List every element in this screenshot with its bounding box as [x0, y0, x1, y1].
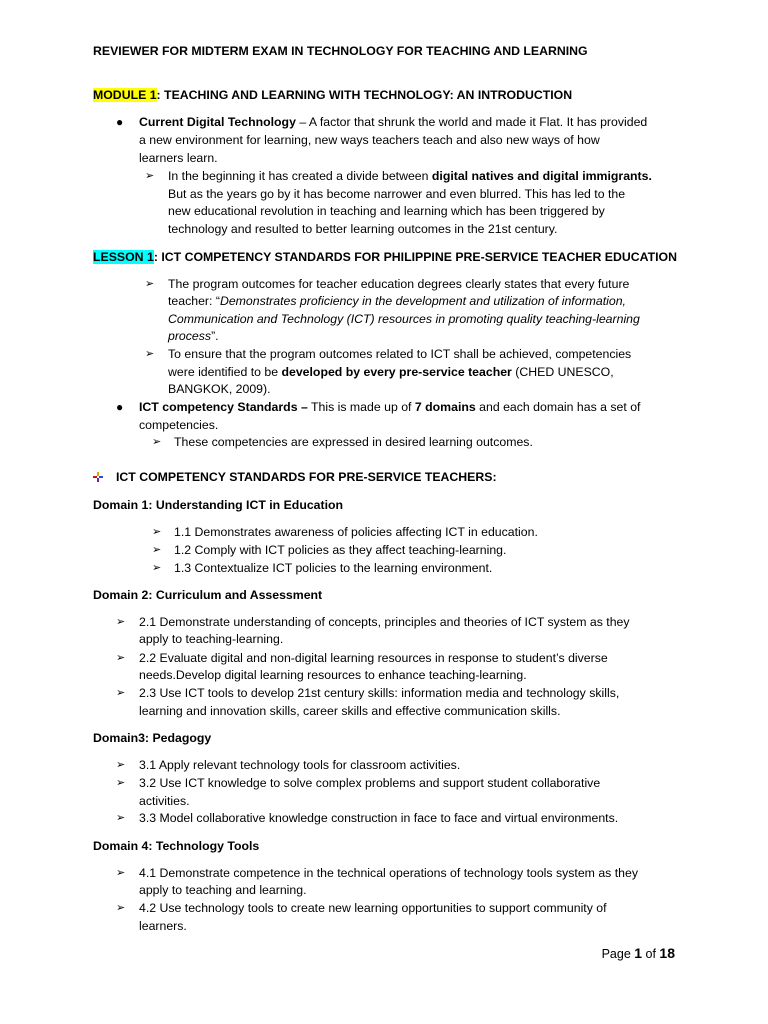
- program-quote-end: process: [168, 329, 212, 343]
- lesson-heading: [93, 249, 677, 267]
- arrow-bullet-icon: ➢: [145, 348, 155, 360]
- module-heading: [93, 87, 572, 105]
- lesson-label: LESSON 1: [93, 250, 154, 264]
- arrow-bullet-icon: ➢: [152, 562, 162, 574]
- domain3-title: Domain3: Pedagogy: [93, 731, 212, 745]
- arrow-bullet-icon: ➢: [152, 544, 162, 556]
- arrow-bullet-icon: ➢: [116, 616, 126, 628]
- domain1-item: 1.1 Demonstrates awareness of policies affecting ICT in education.: [174, 525, 538, 539]
- ensure-line1: To ensure that the program outcomes related to ICT shall be achieved, competencies: [168, 347, 632, 361]
- arrow-bullet-icon: ➢: [116, 867, 126, 879]
- divide-line4: technology and resulted to better learning outcomes in the 21st century.: [168, 222, 558, 236]
- domain1-title: Domain 1: Understanding ICT in Education: [93, 498, 344, 512]
- page-footer: [602, 945, 675, 964]
- ensure-bold: developed by every pre-service teacher: [281, 365, 512, 379]
- divide-line1: [168, 168, 652, 186]
- domain2-item1-line2: apply to teaching-learning.: [139, 632, 284, 646]
- domain2-item3-line2: learning and innovation skills, career skills and effective communication skills.: [139, 704, 561, 718]
- domain3-item3: 3.3 Model collaborative knowledge construction in face to face and virtual environments.: [139, 811, 619, 825]
- program-quote-text: Demonstrates proficiency in the development and utilization of information,: [219, 294, 626, 308]
- current-digital-text: – A factor that shrunk the world and made it Flat. It has provided: [295, 115, 648, 129]
- document-title: REVIEWER FOR MIDTERM EXAM IN TECHNOLOGY FOR TEACHING AND LEARNING: [93, 44, 588, 58]
- domain4-item2-line2: learners.: [139, 919, 187, 933]
- arrow-bullet-icon: ➢: [152, 436, 162, 448]
- arrow-bullet-icon: ➢: [116, 652, 126, 664]
- domain3-item2-line2: activities.: [139, 794, 190, 808]
- domain1-item: 1.2 Comply with ICT policies as they affect teaching-learning.: [174, 543, 507, 557]
- domain4-title: Domain 4: Technology Tools: [93, 839, 260, 853]
- domain2-title: Domain 2: Curriculum and Assessment: [93, 588, 323, 602]
- arrow-bullet-icon: ➢: [152, 526, 162, 538]
- ict-standards-line1: [139, 399, 640, 417]
- arrow-bullet-icon: ➢: [116, 812, 126, 824]
- bullet-icon: ●: [116, 400, 124, 414]
- lesson-heading-text: : ICT COMPETENCY STANDARDS FOR PHILIPPINE PRE-SERVICE TEACHER EDUCATION: [153, 250, 677, 264]
- arrow-bullet-icon: ➢: [116, 902, 126, 914]
- domain1-item: 1.3 Contextualize ICT policies to the learning environment.: [174, 561, 493, 575]
- ict-standards-bold: 7 domains: [414, 400, 476, 414]
- footer-of-label: of: [642, 947, 660, 961]
- domain2-item2-line1: 2.2 Evaluate digital and non-digital learning resources in response to student’s diverse: [139, 651, 608, 665]
- program-line4: [168, 328, 219, 346]
- ensure-line2: [168, 364, 614, 382]
- program-line3: Communication and Technology (ICT) resources in promoting quality teaching-learning: [168, 312, 640, 326]
- domain3-item2-line1: 3.2 Use ICT knowledge to solve complex problems and support student collaborative: [139, 776, 601, 790]
- domain2-item1-line1: 2.1 Demonstrate understanding of concepts, principles and theories of ICT system as they: [139, 615, 630, 629]
- ict-standards-line2: competencies.: [139, 418, 219, 432]
- domain4-item1-line2: apply to teaching and learning.: [139, 883, 307, 897]
- ict-standards-sub: These competencies are expressed in desired learning outcomes.: [174, 435, 533, 449]
- program-line2: [168, 293, 626, 311]
- footer-page-number: 1: [634, 945, 643, 961]
- divide-bold: digital natives and digital immigrants.: [431, 169, 652, 183]
- current-digital-term: Current Digital Technology: [139, 115, 296, 129]
- ict-standards-text: This is made up of: [307, 400, 415, 414]
- current-digital-line3: learners learn.: [139, 151, 218, 165]
- ensure-text: were identified to be: [168, 365, 282, 379]
- plus-sparkle-icon: [93, 470, 103, 480]
- program-quote-close: ”.: [211, 329, 219, 343]
- arrow-bullet-icon: ➢: [116, 687, 126, 699]
- domain4-item1-line1: 4.1 Demonstrate competence in the technical operations of technology tools system as they: [139, 866, 638, 880]
- arrow-bullet-icon: ➢: [145, 278, 155, 290]
- bullet-icon: ●: [116, 115, 124, 129]
- module-label: MODULE 1: [93, 88, 157, 102]
- domain2-item2-line2: needs.Develop digital learning resources to enhance teaching-learning.: [139, 668, 527, 682]
- module-heading-text: : TEACHING AND LEARNING WITH TECHNOLOGY: AN INTRODUCTION: [156, 88, 573, 102]
- ict-standards-term: ICT competency Standards –: [139, 400, 308, 414]
- program-line1: The program outcomes for teacher education degrees clearly states that every future: [168, 277, 630, 291]
- current-digital-line1: [139, 114, 647, 132]
- ict-standards-text-end: and each domain has a set of: [475, 400, 641, 414]
- current-digital-line2: a new environment for learning, new ways teachers teach and also new ways of how: [139, 133, 600, 147]
- ensure-citation: (CHED UNESCO,: [511, 365, 614, 379]
- arrow-bullet-icon: ➢: [116, 759, 126, 771]
- section-heading: ICT COMPETENCY STANDARDS FOR PRE-SERVICE TEACHERS:: [116, 470, 497, 484]
- divide-text: In the beginning it has created a divide between: [168, 169, 432, 183]
- divide-line2: But as the years go by it has become narrower and even blurred. This has led to the: [168, 187, 626, 201]
- ensure-line3: BANGKOK, 2009).: [168, 382, 271, 396]
- divide-line3: new educational revolution in teaching and learning which has been triggered by: [168, 204, 605, 218]
- program-quote-open: teacher: “: [168, 294, 220, 308]
- domain3-item1: 3.1 Apply relevant technology tools for classroom activities.: [139, 758, 461, 772]
- footer-page-label: Page: [601, 947, 635, 961]
- arrow-bullet-icon: ➢: [145, 170, 155, 182]
- domain2-item3-line1: 2.3 Use ICT tools to develop 21st century skills: information media and technology skills,: [139, 686, 620, 700]
- arrow-bullet-icon: ➢: [116, 777, 126, 789]
- footer-page-total: 18: [659, 945, 675, 961]
- domain4-item2-line1: 4.2 Use technology tools to create new learning opportunities to support community of: [139, 901, 607, 915]
